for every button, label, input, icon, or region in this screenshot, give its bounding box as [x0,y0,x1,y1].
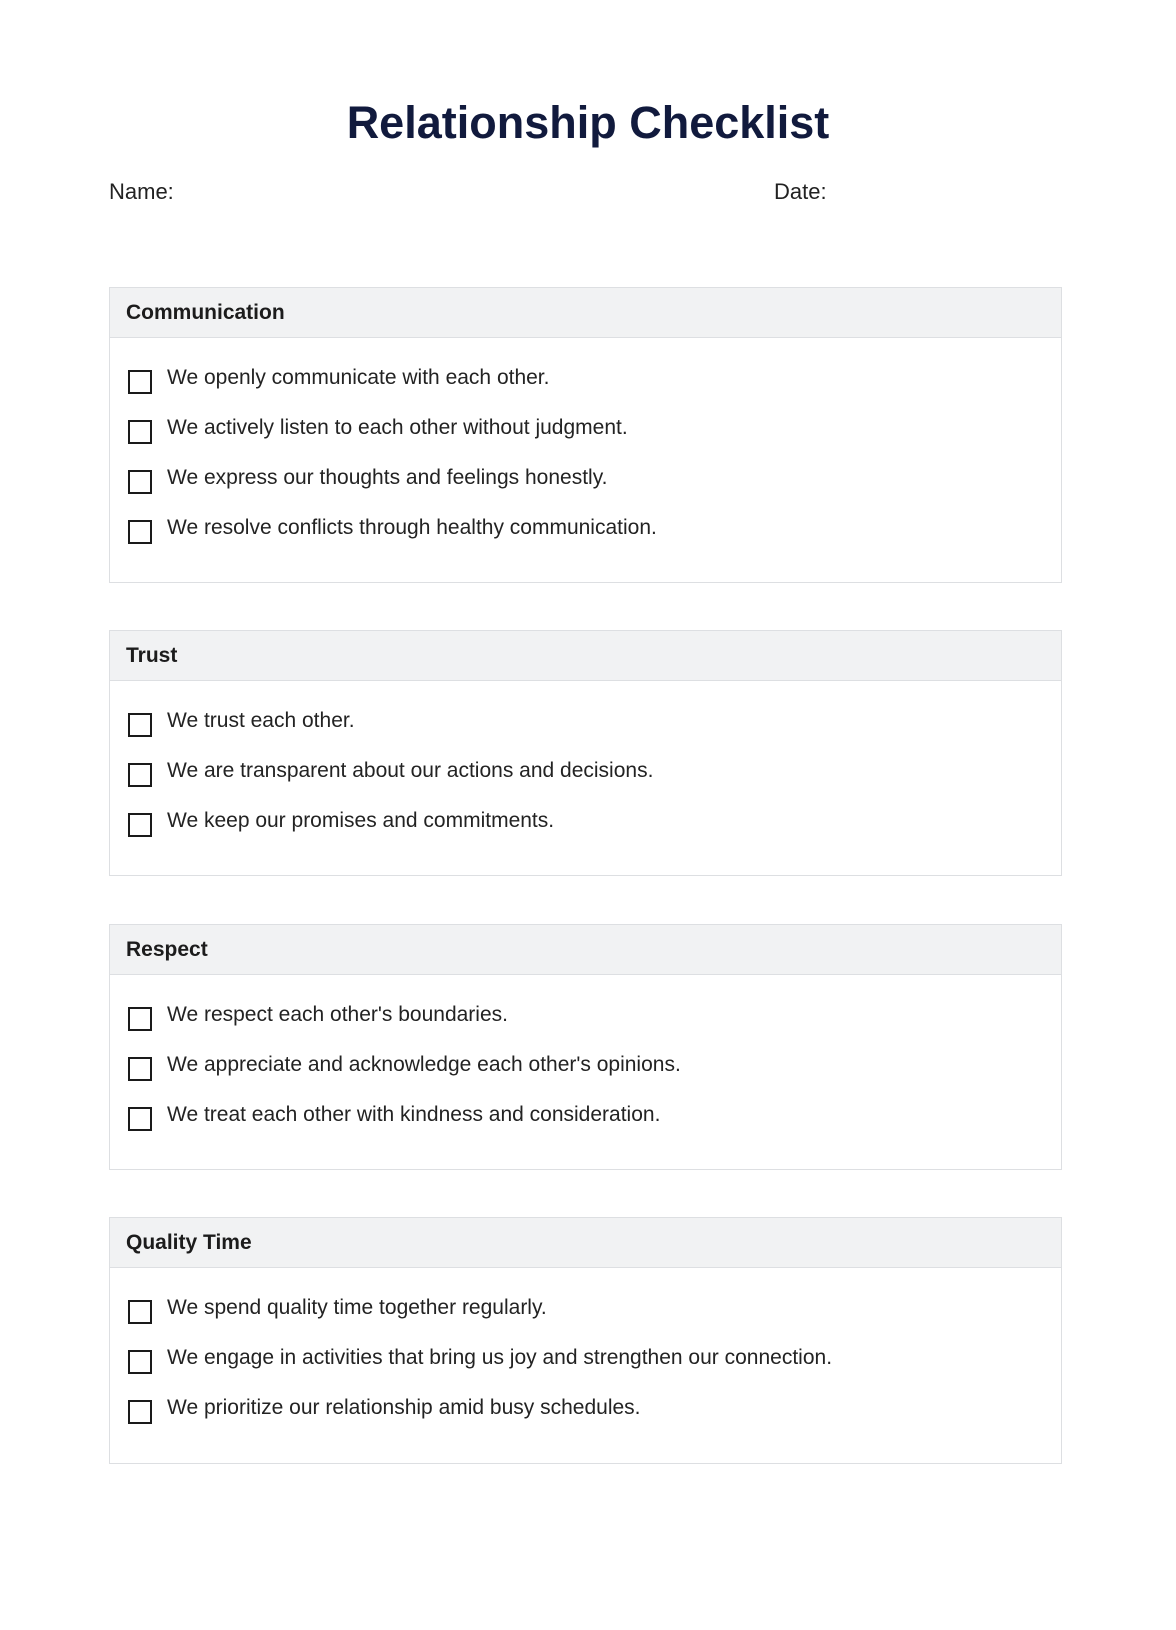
section-trust [109,630,1062,876]
checklist-item [110,1048,1061,1098]
checklist-item [110,804,1061,854]
section-communication [109,287,1062,583]
checklist-item-label: We spend quality time together regularly. [167,1296,547,1319]
section-title: Quality Time [110,1218,1061,1268]
checklist-item-label: We engage in activities that bring us joy and strengthen our connection. [167,1346,833,1369]
checkbox[interactable] [128,470,152,494]
checklist-item-label: We appreciate and acknowledge each other's opinions. [167,1053,681,1076]
checklist-item-label: We are transparent about our actions and decisions. [167,759,654,782]
section-quality-time [109,1217,1062,1464]
checklist-item-label: We keep our promises and commitments. [167,809,555,832]
checklist-item-label: We actively listen to each other without judgment. [167,416,628,439]
checklist-item [110,1291,1061,1341]
checkbox[interactable] [128,813,152,837]
checklist-item-label: We express our thoughts and feelings honestly. [167,466,608,489]
checkbox[interactable] [128,1107,152,1131]
checkbox[interactable] [128,763,152,787]
page-title: Relationship Checklist [346,97,830,148]
section-title: Respect [110,925,1061,975]
section-respect [109,924,1062,1170]
checkbox[interactable] [128,1350,152,1374]
checkbox[interactable] [128,1400,152,1424]
checklist-item-label: We treat each other with kindness and consideration. [167,1103,661,1126]
checkbox[interactable] [128,420,152,444]
checklist [110,975,1061,1148]
checklist [110,338,1061,561]
checklist-item [110,1098,1061,1148]
checkbox[interactable] [128,520,152,544]
checklist-item-label: We prioritize our relationship amid busy schedules. [167,1396,641,1419]
section-title: Trust [110,631,1061,681]
checkbox[interactable] [128,713,152,737]
checklist-item-label: We resolve conflicts through healthy communication. [167,516,657,539]
checklist [110,1268,1061,1441]
section-title: Communication [110,288,1061,338]
checklist-item-label: We trust each other. [167,709,355,732]
checklist-item [110,998,1061,1048]
checkbox[interactable] [128,1057,152,1081]
checklist-item [110,461,1061,511]
name-label: Name: [109,179,174,204]
checklist-item [110,511,1061,561]
checklist-item [110,1341,1061,1391]
checklist-item [110,361,1061,411]
checkbox[interactable] [128,1007,152,1031]
checklist-item [110,754,1061,804]
checkbox[interactable] [128,1300,152,1324]
checklist-item [110,704,1061,754]
checklist [110,681,1061,854]
checklist-item [110,411,1061,461]
checklist-item-label: We openly communicate with each other. [167,366,550,389]
checkbox[interactable] [128,370,152,394]
checklist-item-label: We respect each other's boundaries. [167,1003,508,1026]
date-label: Date: [774,179,827,204]
checklist-item [110,1391,1061,1441]
